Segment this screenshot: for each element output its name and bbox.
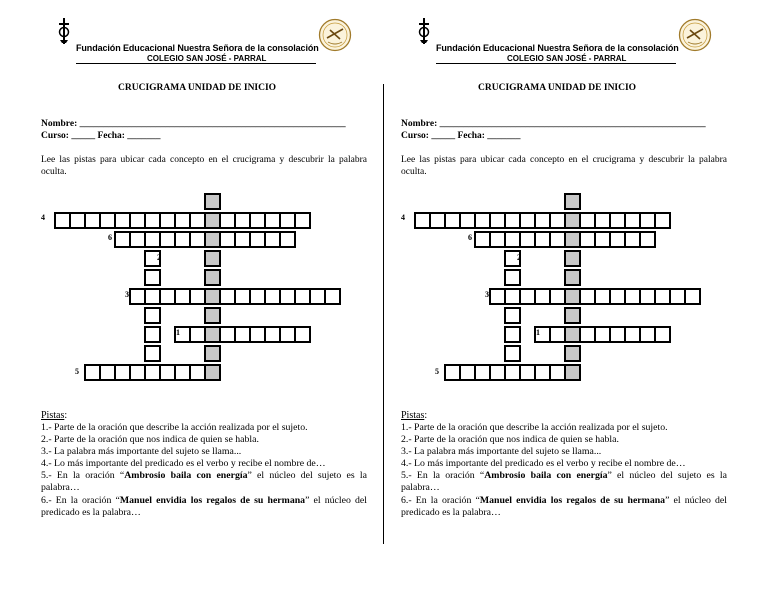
- clue-2: 2.- Parte de la oración que nos indica de quien se habla.: [401, 434, 619, 446]
- school-seal-icon: [318, 18, 352, 52]
- worksheet-title: CRUCIGRAMA UNIDAD DE INICIO: [118, 83, 277, 93]
- school-name: COLEGIO SAN JOSÉ - PARRAL: [147, 54, 267, 63]
- date-label: Fecha:: [97, 131, 125, 141]
- date-label: Fecha:: [457, 131, 485, 141]
- clue-number-6: 6: [108, 233, 112, 242]
- course-date-field[interactable]: [401, 131, 521, 141]
- hidden-word-cell[interactable]: [204, 307, 221, 324]
- crossword-cell[interactable]: [189, 288, 206, 305]
- crossword-cell[interactable]: [189, 326, 206, 343]
- clue-4: 4.- Lo más importante del predicado es el verbo y recibe el nombre de…: [41, 458, 326, 470]
- clue-6: 6.- En la oración “Manuel envidia los regalos de su hermana” el núcleo del predicado es la palabra…: [401, 494, 727, 518]
- cross-emblem-icon: [417, 18, 431, 44]
- hidden-word-cell[interactable]: [564, 364, 581, 381]
- name-field[interactable]: [41, 119, 346, 129]
- hidden-word-cell[interactable]: [564, 307, 581, 324]
- course-line: _____: [431, 131, 456, 141]
- crossword-cell[interactable]: [144, 269, 161, 286]
- clue-number-3: 3: [125, 290, 129, 299]
- clue-number-5: 5: [435, 367, 439, 376]
- clue-number-2: 2: [517, 253, 521, 262]
- crossword-cell[interactable]: [189, 231, 206, 248]
- crossword-cell[interactable]: [549, 212, 566, 229]
- hidden-word-cell[interactable]: [564, 269, 581, 286]
- clue-6: 6.- En la oración “Manuel envidia los regalos de su hermana” el núcleo del predicado es la palabra…: [41, 494, 367, 518]
- crossword-cell[interactable]: [549, 231, 566, 248]
- hidden-word-cell[interactable]: [204, 250, 221, 267]
- school-name: COLEGIO SAN JOSÉ - PARRAL: [507, 54, 627, 63]
- school-seal-icon: [678, 18, 712, 52]
- clues-heading: Pistas:: [41, 410, 68, 421]
- course-date-field[interactable]: [41, 131, 161, 141]
- name-field[interactable]: [401, 119, 706, 129]
- crossword-cell[interactable]: [144, 326, 161, 343]
- clue-number-4: 4: [41, 213, 45, 222]
- crossword-cell[interactable]: [324, 288, 341, 305]
- clue-1: 1.- Parte de la oración que describe la acción realizada por el sujeto.: [41, 422, 308, 433]
- hidden-word-cell[interactable]: [564, 250, 581, 267]
- crossword-cell[interactable]: [654, 326, 671, 343]
- date-line: _______: [127, 131, 161, 141]
- hidden-word-cell[interactable]: [204, 269, 221, 286]
- clue-number-5: 5: [75, 367, 79, 376]
- name-line: ________________________________________________________: [439, 119, 706, 129]
- crossword-cell[interactable]: [504, 307, 521, 324]
- clue-number-4: 4: [401, 213, 405, 222]
- hidden-word-cell[interactable]: [564, 193, 581, 210]
- crossword-cell[interactable]: [294, 326, 311, 343]
- course-label: Curso:: [41, 131, 69, 141]
- crossword-grid[interactable]: [360, 193, 732, 393]
- foundation-name: Fundación Educacional Nuestra Señora de la consolación: [436, 43, 679, 53]
- hidden-word-cell[interactable]: [204, 193, 221, 210]
- crossword-cell[interactable]: [189, 364, 206, 381]
- foundation-name: Fundación Educacional Nuestra Señora de la consolación: [76, 43, 319, 53]
- clue-number-3: 3: [485, 290, 489, 299]
- clues-list: [401, 422, 727, 519]
- clue-3: 3.- La palabra más importante del sujeto se llama...: [401, 446, 602, 458]
- crossword-cell[interactable]: [279, 231, 296, 248]
- crossword-cell[interactable]: [684, 288, 701, 305]
- name-label: Nombre:: [41, 119, 78, 129]
- clue-number-6: 6: [468, 233, 472, 242]
- name-label: Nombre:: [401, 119, 438, 129]
- course-line: _____: [71, 131, 96, 141]
- instructions: Lee las pistas para ubicar cada concepto en el crucigrama y descubrir la palabra oculta.: [401, 155, 727, 177]
- name-line: ________________________________________________________: [79, 119, 346, 129]
- course-label: Curso:: [401, 131, 429, 141]
- crossword-cell[interactable]: [144, 345, 161, 362]
- clue-5: 5.- En la oración “Ambrosio baila con energía” el núcleo del sujeto es la palabra…: [41, 470, 367, 494]
- crossword-cell[interactable]: [549, 364, 566, 381]
- header-rule: [436, 63, 676, 64]
- crossword-cell[interactable]: [504, 326, 521, 343]
- clues-heading: Pistas:: [401, 410, 428, 421]
- worksheet-right: [360, 0, 732, 594]
- worksheet-left: [0, 0, 372, 594]
- clue-4: 4.- Lo más importante del predicado es el verbo y recibe el nombre de…: [401, 458, 686, 470]
- crossword-cell[interactable]: [549, 288, 566, 305]
- clue-1: 1.- Parte de la oración que describe la acción realizada por el sujeto.: [401, 422, 668, 433]
- clue-5: 5.- En la oración “Ambrosio baila con energía” el núcleo del sujeto es la palabra…: [401, 470, 727, 494]
- crossword-cell[interactable]: [504, 269, 521, 286]
- date-line: _______: [487, 131, 521, 141]
- hidden-word-cell[interactable]: [564, 345, 581, 362]
- clue-number-1: 1: [536, 328, 540, 337]
- hidden-word-cell[interactable]: [204, 345, 221, 362]
- crossword-cell[interactable]: [654, 212, 671, 229]
- clue-3: 3.- La palabra más importante del sujeto se llama...: [41, 446, 242, 458]
- header-rule: [76, 63, 316, 64]
- clue-2: 2.- Parte de la oración que nos indica de quien se habla.: [41, 434, 259, 446]
- crossword-cell[interactable]: [189, 212, 206, 229]
- crossword-cell[interactable]: [294, 212, 311, 229]
- crossword-cell[interactable]: [549, 326, 566, 343]
- clue-number-2: 2: [157, 253, 161, 262]
- hidden-word-cell[interactable]: [204, 364, 221, 381]
- worksheet-title: CRUCIGRAMA UNIDAD DE INICIO: [478, 83, 637, 93]
- instructions: Lee las pistas para ubicar cada concepto en el crucigrama y descubrir la palabra oculta.: [41, 155, 367, 177]
- cross-emblem-icon: [57, 18, 71, 44]
- crossword-cell[interactable]: [504, 345, 521, 362]
- crossword-cell[interactable]: [639, 231, 656, 248]
- clues-list: [41, 422, 367, 519]
- crossword-cell[interactable]: [144, 307, 161, 324]
- crossword-grid[interactable]: [0, 193, 372, 393]
- clue-number-1: 1: [176, 328, 180, 337]
